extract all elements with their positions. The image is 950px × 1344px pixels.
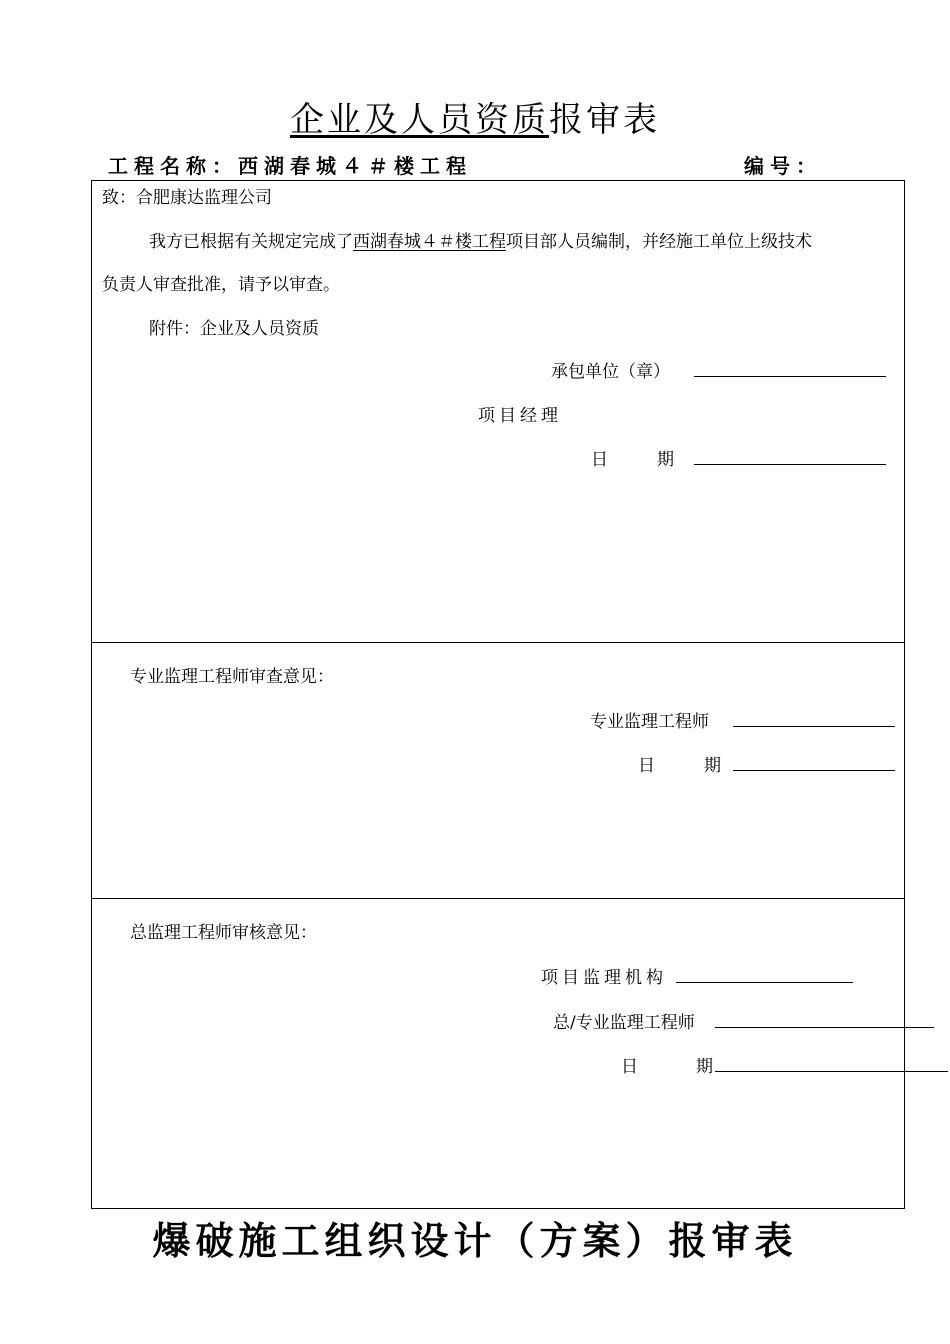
org-label: 项目监理机构 [541, 968, 667, 988]
chief-engineer-label: 总/专业监理工程师 [553, 1013, 695, 1033]
project-name-header [108, 150, 472, 179]
date-line-1 [694, 464, 886, 465]
section-divider-2 [91, 898, 905, 899]
body-project-name: 西湖春城４＃楼工程 [353, 232, 506, 252]
title-rest: 报审表 [549, 100, 660, 140]
engineer-review-heading: 专业监理工程师审查意见： [130, 667, 334, 687]
page-title [0, 92, 950, 141]
body-paragraph-line2: 负责人审查批准，请予以审查。 [102, 275, 340, 295]
chief-review-heading: 总监理工程师审核意见： [130, 923, 317, 943]
attachment-line: 附件：企业及人员资质 [149, 319, 319, 339]
date-label-1b: 期 [657, 450, 674, 470]
date-label-3b: 期 [696, 1057, 713, 1077]
date-line-3 [715, 1071, 948, 1072]
date-line-2 [733, 770, 895, 771]
next-form-title: 爆破施工组织设计（方案）报审表 [152, 1218, 798, 1263]
engineer-signature-line [733, 726, 895, 727]
body-prefix: 我方已根据有关规定完成了 [149, 232, 353, 252]
chief-engineer-signature-line [715, 1027, 934, 1028]
date-label-1a: 日 [591, 450, 608, 470]
date-label-3a: 日 [621, 1057, 638, 1077]
project-name: 西湖春城４＃楼工程 [238, 154, 472, 178]
org-signature-line [676, 982, 853, 983]
title-underlined: 企业及人员资质 [290, 100, 549, 140]
contractor-label: 承包单位（章） [551, 362, 670, 382]
date-label-2b: 期 [704, 756, 721, 776]
manager-label: 项目经理 [478, 406, 562, 426]
body-paragraph-line1 [149, 227, 812, 252]
section-divider-1 [91, 642, 905, 643]
date-label-2a: 日 [638, 756, 655, 776]
project-label: 工程名称： [108, 154, 238, 178]
addressee: 致：合肥康达监理公司 [102, 188, 272, 208]
number-label: 编号： [744, 154, 822, 178]
contractor-signature-line [694, 376, 886, 377]
engineer-label: 专业监理工程师 [590, 712, 709, 732]
body-suffix: 项目部人员编制，并经施工单位上级技术 [506, 232, 812, 252]
